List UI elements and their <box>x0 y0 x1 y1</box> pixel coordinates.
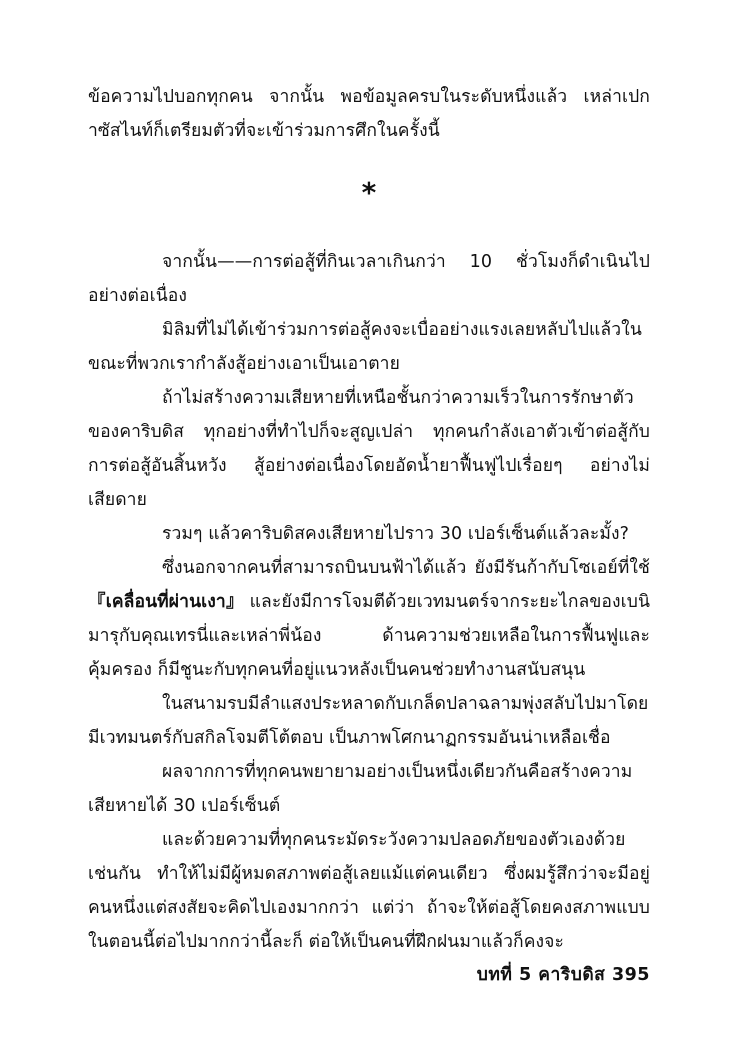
skill-name-emphasis: 『เคลื่อนที่ผ่านเงา』 <box>88 592 244 612</box>
paragraph-7: ในสนามรบมีลำแสงประหลาดกับเกล็ดปลาฉลามพุ่งสลับไปมาโดยมีเวทมนตร์กับสกิลโจมตีโต้ตอบ เป็นภาพโศกนาฏกรรมอันน่าเหลือเชื่อ <box>88 694 649 748</box>
paragraph-1: ข้อความไปบอกทุกคน จากนั้น พอข้อมูลครบในระดับหนึ่งแล้ว เหล่าเปกาซัสไนท์ก็เตรียมตัวที่จะเข้าร่วมการศึกในครั้งนี้ <box>88 87 650 141</box>
paragraph-5: รวมๆ แล้วคาริบดิสคงเสียหายไปราว 30 เปอร์เซ็นต์แล้วละมั้ง? <box>162 524 629 544</box>
paragraph-6-after: และยังมีการโจมตีด้วยเวทมนตร์จากระยะไกลของเบนิมารุกับคุณเทรนี่และเหล่าพี่น้อง ด้านความช่วยเหลือในการฟื้นฟูและคุ้มครอง ก็มีชูนะกับทุกคนที่อยู่แนวหลังเป็นคนช่วยทำงานสนับสนุน <box>88 592 651 680</box>
paragraph-9: และด้วยความที่ทุกคนระมัดระวังความปลอดภัยของตัวเองด้วยเช่นกัน ทำให้ไม่มีผู้หมดสภาพต่อสู้เลยแม้แต่คนเดียว ซึ่งผมรู้สึกว่าจะมีอยู่คนหนึ่งแต่สงสัยจะคิดไปเองมากกว่า แต่ว่า ถ้าจะให้ต่อสู้โดยคงสภาพแบบในตอนนี้ต่อไปมากกว่านี้ละก็ ต่อให้เป็นคนที่ฝึกฝนมาแล้วก็คงจะ <box>88 830 650 952</box>
paragraph-3: มิลิมที่ไม่ได้เข้าร่วมการต่อสู้คงจะเบื่ออย่างแรงเลยหลับไปแล้วในขณะที่พวกเรากำลังสู้อย่างเอาเป็นเอาตาย <box>88 320 642 374</box>
book-page <box>88 0 650 1051</box>
paragraph-8: ผลจากการที่ทุกคนพยายามอย่างเป็นหนึ่งเดียวกันคือสร้างความเสียหายได้ 30 เปอร์เซ็นต์ <box>88 762 633 816</box>
page-footer: บทที่ 5 คาริบดิส 395 <box>476 965 650 985</box>
paragraph-6 <box>88 551 650 687</box>
paragraph-6-before: ซึ่งนอกจากคนที่สามารถบินบนฟ้าได้แล้ว ยังมีรันก้ากับโซเอย์ที่ใช้ <box>162 558 650 578</box>
paragraph-4: ถ้าไม่สร้างความเสียหายที่เหนือชั้นกว่าความเร็วในการรักษาตัวของคาริบดิส ทุกอย่างที่ทำไปก็จะสูญเปล่า ทุกคนกำลังเอาตัวเข้าต่อสู้กับการต่อสู้อันสิ้นหวัง สู้อย่างต่อเนื่องโดยอัดน้ำยาฟื้นฟูไปเรื่อยๆ อย่างไม่เสียดาย <box>88 388 650 510</box>
paragraph-2: จากนั้น——การต่อสู้ที่กินเวลาเกินกว่า 10 ชั่วโมงก็ดำเนินไปอย่างต่อเนื่อง <box>88 252 650 306</box>
section-separator: * <box>361 176 377 209</box>
